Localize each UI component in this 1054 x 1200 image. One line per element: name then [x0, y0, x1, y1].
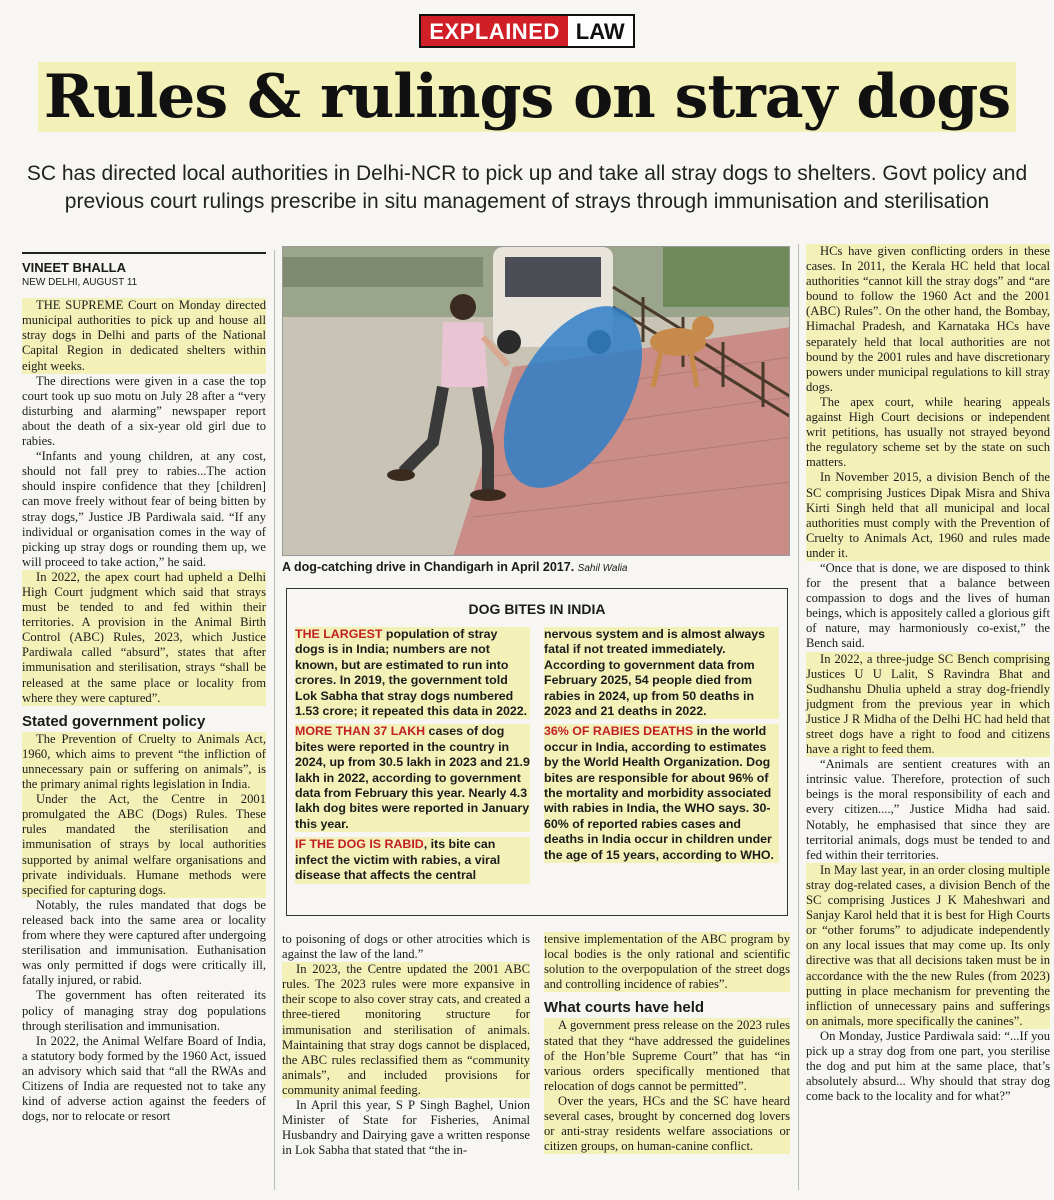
paragraph: tensive implementation of the ABC program by local bodies is the only rational and scientific solution to the overpopulation of the street dogs and controlling incidence of rabies”.	[544, 932, 790, 992]
paragraph: The Prevention of Cruelty to Animals Act, 1960, which aims to prevent “the infliction of unnecessary pain or suffering on animals”, is the primary animal rights legislation in India.	[22, 731, 266, 792]
kicker-explained: EXPLAINED	[421, 16, 567, 46]
paragraph: “Animals are sentient creatures with an intrinsic value. Therefore, protection of such beings is the moral responsibility of each and every citizen....,” Justice Midha had said. Notably, he emphasised that since they are territorial animals, dogs must be tended to and fed within their territories.	[806, 757, 1050, 862]
column-1	[22, 252, 266, 1124]
dog-catching-photo	[283, 247, 790, 556]
paragraph: A government press release on the 2023 rules stated that they “have addressed the guidelines of the Hon’ble Supreme Court” that has “in various orders specifically mentioned that relocation of dogs cannot be permitted”.	[544, 1018, 790, 1093]
kicker-law: LAW	[568, 16, 633, 46]
paragraph: In April this year, S P Singh Baghel, Union Minister of State for Fisheries, Animal Husbandry and Dairying gave a written response in Lok Sabha that stated that “the in-	[282, 1098, 530, 1158]
photo-caption: A dog-catching drive in Chandigarh in April 2017. Sahil Walia	[282, 560, 628, 574]
paragraph: “Once that is done, we are disposed to think for the present that a balance between compassion to dogs and the lives of human beings, which is appositely called a glorious gift of nature, may harmoniously co-exist,” the Bench said.	[806, 560, 1050, 651]
paragraph: HCs have given conflicting orders in these cases. In 2011, the Kerala HC held that local authorities “cannot kill the stray dogs” and “are bound to follow the 1960 Act and the 2001 (ABC) Rules”. On the other hand, the Bombay, Himachal Pradesh, and Karnataka HCs have separately held that local authorities are not bound by the 2001 rules and have discretionary powers under municipal regulations to kill stray dogs.	[806, 244, 1050, 394]
factbox-text: population of stray dogs is in India; numbers are not known, but are estimated to run into crores. In 2019, the government told Lok Sabha that stray dogs numbered 1.53 crore; it repeated this data in 2022.	[295, 627, 528, 719]
subhead-policy: Stated government policy	[22, 712, 206, 730]
byline-author: VINEET BHALLA	[22, 252, 266, 275]
factbox-lead: THE LARGEST	[295, 627, 383, 641]
news-photo	[282, 246, 790, 556]
subhead-courts: What courts have held	[544, 999, 705, 1017]
factbox-dog-bites	[286, 588, 788, 916]
paragraph: The directions were given in a case the top court took up suo motu on July 28 after a “very disturbing and alarming” newspaper report about the death of a six-year old girl due to rabies.	[22, 373, 266, 449]
paragraph: The government has often reiterated its policy of managing stray dog populations through sterilisation and immunisation.	[22, 988, 266, 1033]
paragraph: Notably, the rules mandated that dogs be released back into the same area or locality from where they were captured after undergoing sterilisation and immunisation. Euthanisation was only permitted if dogs were critically ill, fatally injured, or rabid.	[22, 897, 266, 988]
factbox-text: , its bite can infect the victim with rabies, a viral disease that affects the central	[295, 837, 501, 883]
column-divider	[274, 250, 275, 1190]
dateline: NEW DELHI, AUGUST 11	[22, 277, 138, 289]
factbox-text: nervous system and is almost always fatal if not treated immediately. According to government data from February 2025, 54 people died from rabies in 2024, up from 50 deaths in 2023 and 21 deaths in 2022.	[544, 627, 779, 719]
paragraph: Under the Act, the Centre in 2001 promulgated the ABC (Dogs) Rules. These rules mandated the sterilisation and immunisation of strays by local authorities supported by animal welfare organisations and private individuals. Humane methods were specified for capturing dogs.	[22, 792, 266, 897]
photo-credit: Sahil Walia	[577, 563, 628, 574]
paragraph: In 2023, the Centre updated the 2001 ABC rules. The 2023 rules were more expansive in their scope to also cover stray cats, and created a three-tiered monitoring structure for immunisation and sterilisation of animals. Maintaining that stray dogs cannot be displaced, the ABC rules reclassified them as “community animals”, and included provisions for community animal feeding.	[282, 962, 530, 1097]
headline: Rules & rulings on stray dogs	[0, 62, 1054, 132]
paragraph: In November 2015, a division Bench of the SC comprising Justices Dipak Misra and Shiva Kirti Singh held that all municipal and local authorities must comply with the Prevention of Cruelty to Animals Act, 1960 and rules made under it.	[806, 470, 1050, 560]
paragraph: to poisoning of dogs or other atrocities which is against the law of the land.”	[282, 932, 530, 962]
paragraph: Over the years, HCs and the SC have heard several cases, brought by concerned dog lovers or anti-stray residents welfare associations or citizen groups, on human-canine conflict.	[544, 1093, 790, 1154]
factbox-column-left	[295, 627, 530, 884]
paragraph: In 2022, a three-judge SC Bench comprising Justices U U Lalit, S Ravindra Bhat and Sudhanshu Dhulia upheld a stray dog-friendly judgment from the previous year in which Justice J R Midha of the Delhi HC had held that street dogs have a right to food and citizens have a right to feed them.	[806, 651, 1050, 757]
paragraph: In 2022, the Animal Welfare Board of India, a statutory body formed by the 1960 Act, issued an advisory which said that “all the RWAs and Citizens of India are requested not to take any kind of adverse action against the feeders of dogs, nor to relocate or resort	[22, 1033, 266, 1124]
paragraph: In May last year, in an order closing multiple stray dog-related cases, a division Bench of the SC comprising Justices J K Maheshwari and Sanjay Karol held that it is best for High Courts or “other forums” to adjudicate independently on any local issues that may come up. Its only directive was that all decisions taken must be in accordance with the the new Rules (from 2023) putting in place mechanism for preventing the infliction of unnecessary pains and sufferings on animals, more specifically the canines”.	[806, 862, 1050, 1028]
column-3	[544, 932, 790, 1154]
paragraph: In 2022, the apex court had upheld a Delhi High Court judgment which said that strays must be tended to and fed within their territories. A provision in the Animal Birth Control (ABC) Rules, 2023, which Justice Pardiwala called “absurd”, states that after immunisation and sterilisation, strays “shall be released at the same place or locality from where they were captured”.	[22, 569, 266, 705]
factbox-lead: MORE THAN 37 LAKH	[295, 724, 426, 739]
factbox-text: in the world occur in India, according to estimates by the World Health Organization. Dog bites are responsible for about 96% of the mortality and morbidity associated with rabies in India, the WHO says. 30-60% of reported rabies cases and deaths in India occur in children under the age of 15 years, according to WHO.	[544, 724, 774, 862]
factbox-title: DOG BITES IN INDIA	[468, 601, 606, 617]
factbox-lead: 36% OF RABIES DEATHS	[544, 724, 694, 739]
paragraph: THE SUPREME Court on Monday directed municipal authorities to pick up and house all stray dogs in Delhi and parts of the National Capital Region in dedicated shelters within eight weeks.	[22, 298, 266, 373]
factbox-column-right	[544, 627, 779, 884]
paragraph: On Monday, Justice Pardiwala said: “...If you pick up a stray dog from one part, you sterilise the dog and put him at the same place, that’s absolutely absurd... Why should that stray dog come back to the locality and for what?”	[806, 1028, 1050, 1104]
column-4	[806, 244, 1050, 1104]
deck: SC has directed local authorities in Delhi-NCR to pick up and take all stray dogs to shelters. Govt policy and previous court rulings prescribe in situ management of strays through immunisation and sterilisation	[26, 162, 1028, 213]
paragraph: “Infants and young children, at any cost, should not fall prey to rabies...The action should inspire confidence that they [children] can move freely without fear of being bitten by stray dogs,” Justice JB Pardiwala said. “If any individual or organisation comes in the way of picking up stray dogs or rounding them up, we will proceed to take action,” he said.	[22, 449, 266, 569]
factbox-text: cases of dog bites were reported in the country in 2024, up from 30.5 lakh in 2023 and 21.9 lakh in 2022, according to government data from February this year. Nearly 4.3 lakh dog bites were reported in January this year.	[295, 724, 530, 831]
factbox-lead: IF THE DOG IS RABID	[295, 837, 424, 852]
section-kicker	[0, 14, 1054, 48]
column-2	[282, 932, 530, 1158]
paragraph: The apex court, while hearing appeals against High Court decisions or independent writ petitions, has usually not strayed beyond the regulatory scheme set by the state on such matters.	[806, 394, 1050, 470]
column-divider	[798, 244, 799, 1190]
